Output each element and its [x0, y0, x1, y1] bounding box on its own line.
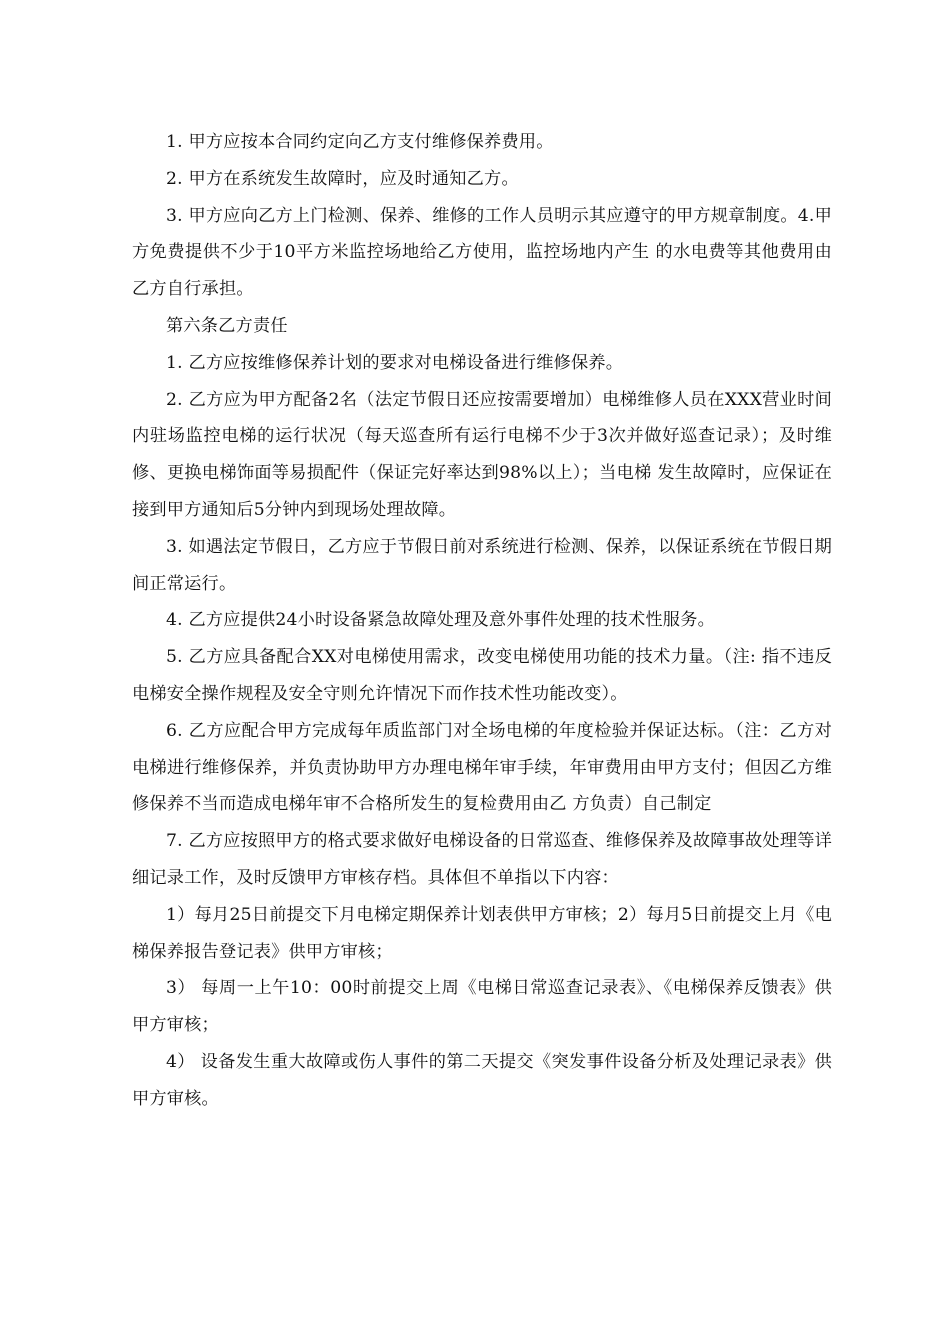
document-body [132, 124, 832, 1118]
list-item-report-4: 4） 设备发生重大故障或伤人事件的第二天提交《突发事件设备分析及处理记录表》供甲方审核。 [132, 1051, 832, 1109]
paragraph-party-a-2: 2. 甲方在系统发生故障时，应及时通知乙方。 [166, 168, 519, 189]
paragraph-party-b-5: 5. 乙方应具备配合XX对电梯使用需求，改变电梯使用功能的技术力量。（注: 指不违反电梯安全操作规程及安全守则允许情况下而作技术性功能改变）。 [132, 647, 832, 704]
paragraph-party-b-2: 2. 乙方应为甲方配备2名（法定节假日还应按需要增加）电梯维修人员在XXX营业时间内驻场监控电梯的运行状况（每天巡查所有运行电梯不少于3次并做好巡查记录）；及时维修、更换电梯饰面等易损配件（保证完好率达到98%以上）；当电梯 发生故障时，应保证在接到甲方通知后5分钟内到现场处理故障。 [132, 389, 832, 520]
list-item-report-1-2: 1）每月25日前提交下月电梯定期保养计划表供甲方审核；2）每月5日前提交上月《电梯保养报告登记表》供甲方审核； [132, 904, 832, 962]
section-heading-party-b: 第六条乙方责任 [166, 315, 288, 336]
list-item-report-3: 3） 每周一上午10：00时前提交上周《电梯日常巡查记录表》、《电梯保养反馈表》供甲方审核； [132, 978, 832, 1036]
paragraph-party-b-6: 6. 乙方应配合甲方完成每年质监部门对全场电梯的年度检验并保证达标。（注：乙方对电梯进行维修保养，并负责协助甲方办理电梯年审手续，年审费用由甲方支付；但因乙方维修保养不当而造成电梯年审不合格所发生的复检费用由乙 方负责）自己制定 [132, 720, 832, 815]
paragraph-party-b-7: 7. 乙方应按照甲方的格式要求做好电梯设备的日常巡查、维修保养及故障事故处理等详细记录工作，及时反馈甲方审核存档。具体但不单指以下内容： [132, 831, 832, 888]
paragraph-party-a-1: 1. 甲方应按本合同约定向乙方支付维修保养费用。 [166, 132, 554, 152]
paragraph-party-b-1: 1. 乙方应按维修保养计划的要求对电梯设备进行维修保养。 [166, 352, 624, 373]
paragraph-party-b-3: 3. 如遇法定节假日，乙方应于节假日前对系统进行检测、保养，以保证系统在节假日期间正常运行。 [132, 536, 832, 594]
paragraph-party-a-3: 3. 甲方应向乙方上门检测、保养、维修的工作人员明示其应遵守的甲方规章制度。4.甲方免费提供不少于10平方米监控场地给乙方使用，监控场地内产生 的水电费等其他费用由乙方自行承担。 [132, 205, 832, 300]
paragraph-party-b-4: 4. 乙方应提供24小时设备紧急故障处理及意外事件处理的技术性服务。 [166, 610, 715, 631]
